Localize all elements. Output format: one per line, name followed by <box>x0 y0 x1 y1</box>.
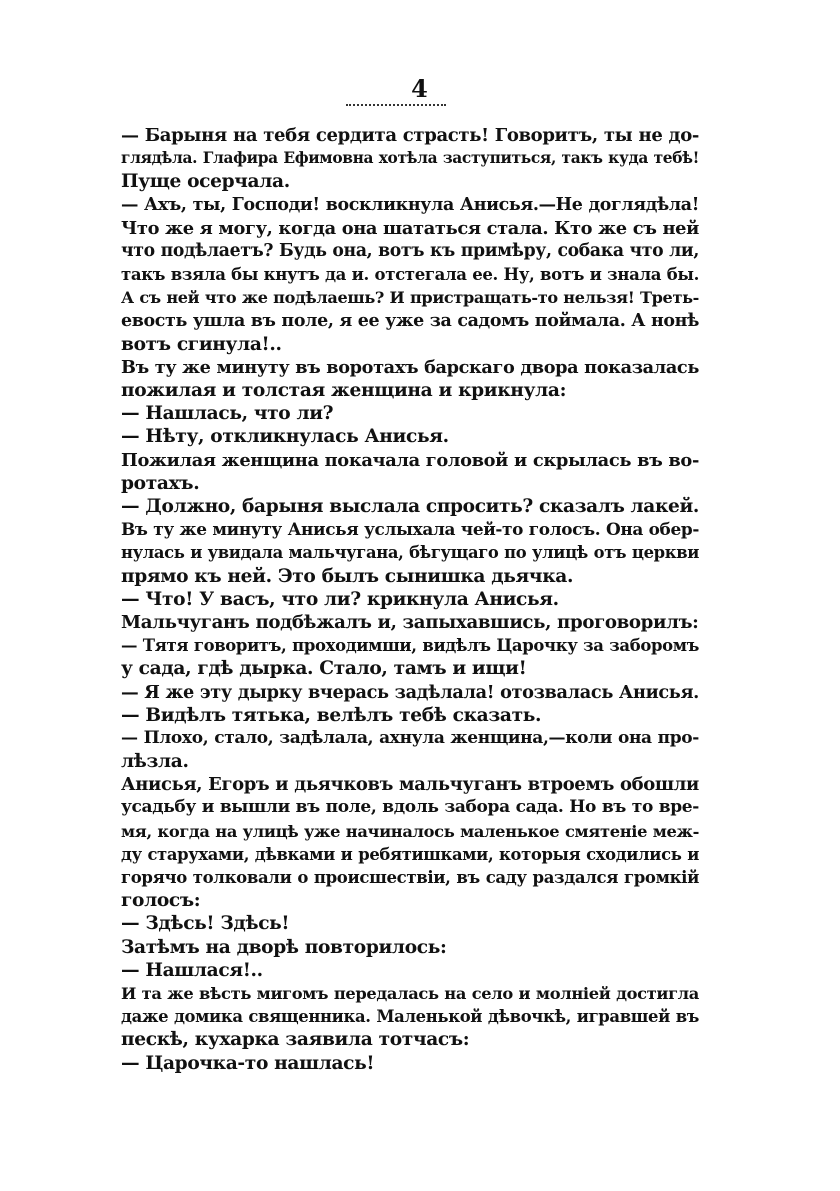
text-line: Въ ту же минуту въ воротахъ барскаго двора показалась <box>121 356 699 378</box>
text-line: пескѣ, кухарка заявила тотчасъ: <box>121 1029 470 1051</box>
text-line: Пожилая женщина покачала головой и скрылась въ во- <box>121 449 699 471</box>
text-line: — Видѣлъ тятька, велѣлъ тебѣ сказать. <box>121 704 542 726</box>
text-line: евость ушла въ поле, я ее уже за садомъ поймала. А нонѣ <box>121 310 699 331</box>
text-line: усадьбу и вышли въ поле, вдоль забора сада. Но въ то вре- <box>121 797 699 818</box>
text-line: такъ взяла бы кнутъ да и. отстегала ее. Ну, вотъ и знала бы. <box>121 264 699 285</box>
text-line: горячо толковали о происшествiи, въ саду раздался громкiй <box>121 867 699 887</box>
text-line: ду старухами, дѣвками и ребятишками, которыя сходились и <box>121 844 699 864</box>
text-line: голосъ: <box>121 890 201 912</box>
text-line: у сада, гдѣ дырка. Стало, тамъ и ищи! <box>121 658 527 680</box>
text-line: Что же я могу, когда она шататься стала. Кто же съ ней <box>121 217 699 239</box>
text-line: Затѣмъ на дворѣ повторилось: <box>121 936 447 958</box>
header-dotted-rule <box>346 104 446 106</box>
text-line: что подѣлаетъ? Будь она, вотъ къ примѣру, собака что ли, <box>121 240 699 261</box>
text-line: А съ ней что же подѣлаешь? И пристращать-то нельзя! Треть- <box>121 288 699 308</box>
text-line: — Барыня на тебя сердита страсть! Говоритъ, ты не до- <box>121 125 699 146</box>
page-number: 4 <box>411 74 429 103</box>
text-line: Пуще осерчала. <box>121 171 290 193</box>
text-line: — Нашлась, что ли? <box>121 403 334 425</box>
text-line: — Плохо, стало, задѣлала, ахнула женщина,—коли она про- <box>121 727 699 748</box>
text-line: — Царочка-то нашлась! <box>121 1052 375 1074</box>
text-line: — Нашлася!.. <box>121 959 263 981</box>
text-line: глядѣла. Глафира Ефимовна хотѣла заступиться, такъ куда тебѣ! <box>121 149 699 168</box>
text-line: вотъ сгинула!.. <box>121 333 282 355</box>
text-line: И та же вѣсть мигомъ передалась на село и молнiей достигла <box>121 983 699 1003</box>
text-line: — Что! У васъ, что ли? крикнула Анисья. <box>121 588 559 610</box>
text-line: — Я же эту дырку вчерась задѣлала! отозвалась Анисья. <box>121 681 699 703</box>
text-line: — Тятя говоритъ, проходимши, видѣлъ Царочку за заборомъ <box>121 636 699 656</box>
text-line: пожилая и толстая женщина и крикнула: <box>121 380 567 402</box>
text-line: нулась и увидала мальчугана, бѣгущаго по улицѣ отъ церкви <box>121 543 699 563</box>
text-line: Въ ту же минуту Анисья услыхала чей-то голосъ. Она обер- <box>121 519 699 540</box>
text-line: — Нѣту, откликнулась Анисья. <box>121 426 449 448</box>
text-line: — Ахъ, ты, Господи! воскликнула Анисья.—Не доглядѣла! <box>121 194 699 215</box>
text-line: прямо къ ней. Это былъ сынишка дьячка. <box>121 565 574 587</box>
text-line: лѣзла. <box>121 751 189 773</box>
text-line: ротахъ. <box>121 472 200 494</box>
text-line: мя, когда на улицѣ уже начиналось маленькое смятенiе меж- <box>121 821 699 841</box>
text-line: Мальчуганъ подбѣжалъ и, запыхавшись, проговорилъ: <box>121 611 699 633</box>
text-line: Анисья, Егоръ и дьячковъ мальчуганъ втроемъ обошли <box>121 774 699 796</box>
text-line: — Должно, барыня выслала спросить? сказалъ лакей. <box>121 496 699 517</box>
text-line: даже домика священника. Маленькой дѣвочкѣ, игравшей въ <box>121 1007 699 1027</box>
body-text <box>121 124 699 1075</box>
text-line: — Здѣсь! Здѣсь! <box>121 913 290 935</box>
